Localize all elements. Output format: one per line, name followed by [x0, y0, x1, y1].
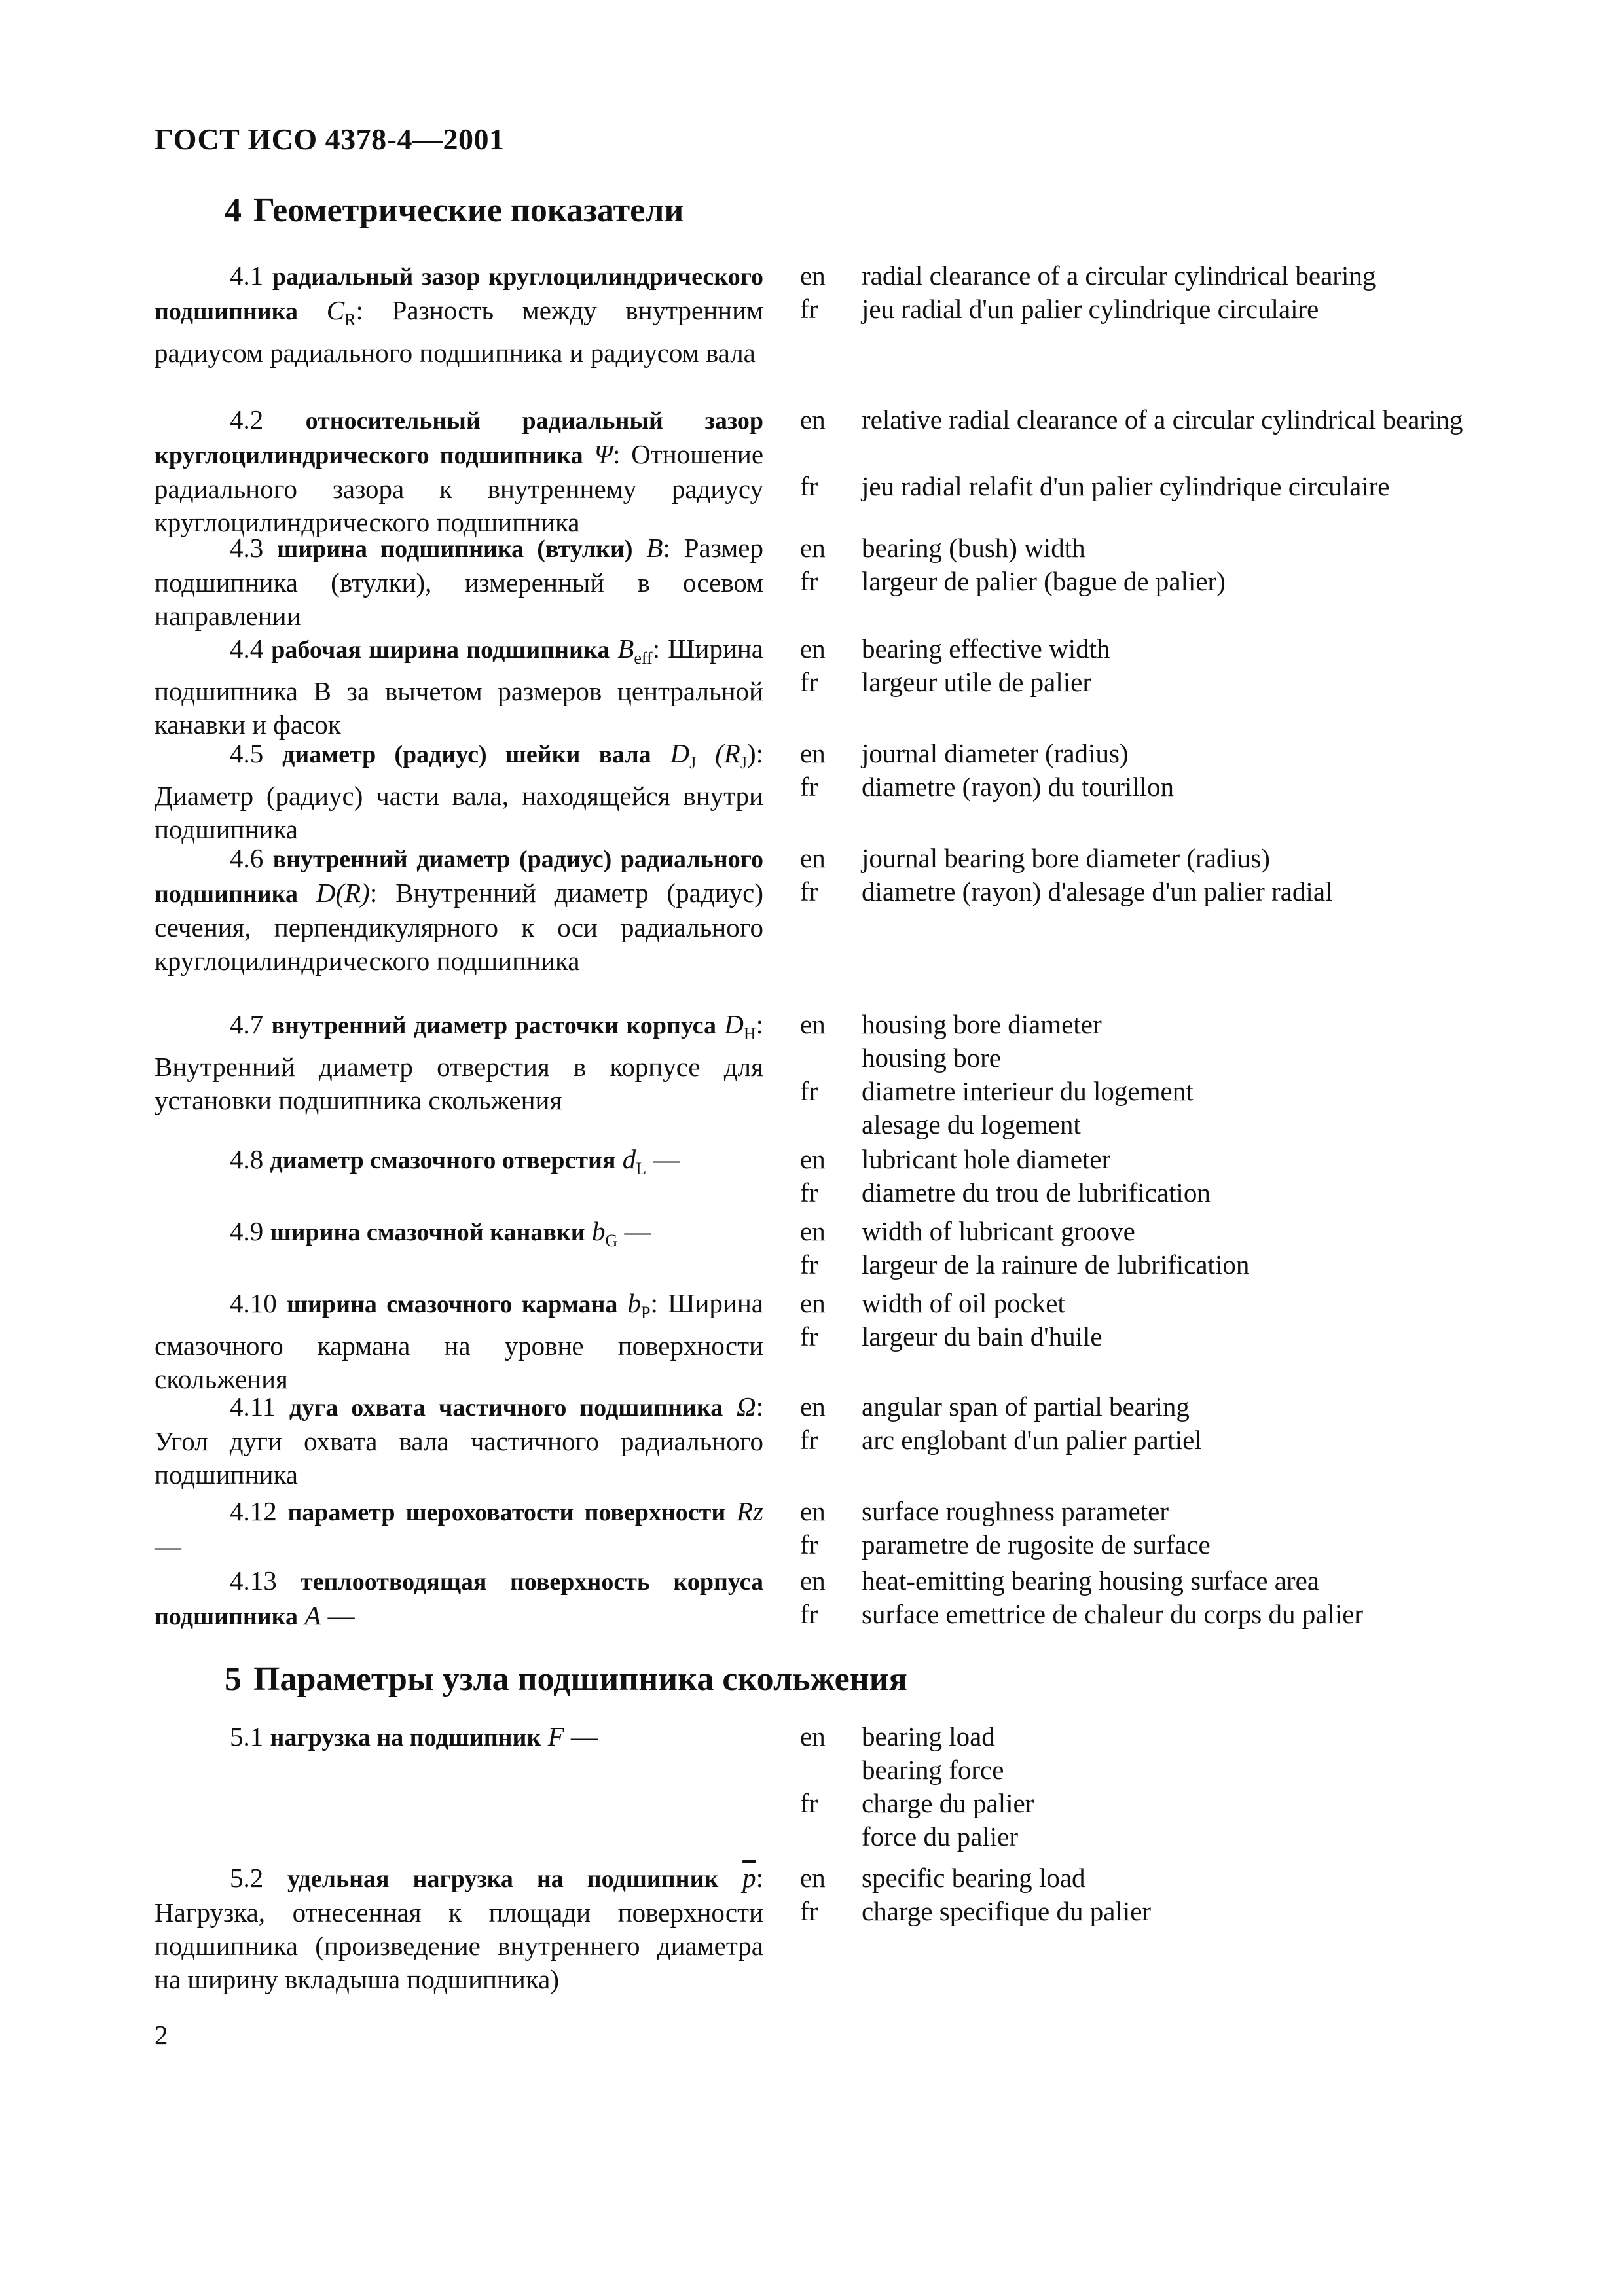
- term-symbol-subscript: R: [344, 310, 356, 330]
- term-name: удельная нагрузка на подшипник: [287, 1865, 719, 1893]
- russian-term-definition: [155, 1720, 763, 1755]
- language-code-fr: fr: [800, 294, 818, 324]
- language-code-fr: fr: [800, 1321, 818, 1352]
- term-name: рабочая ширина подшипника: [271, 636, 610, 664]
- language-code-fr: fr: [800, 1530, 818, 1560]
- equivalent-term-en: surface roughness parameter: [862, 1496, 1169, 1526]
- equivalent-term-en: width of lubricant groove: [862, 1216, 1135, 1246]
- term-number: 4.10: [230, 1288, 277, 1318]
- equivalent-term-fr: charge du palier: [862, 1788, 1034, 1818]
- language-code-en: en: [800, 1216, 826, 1246]
- russian-term-definition: [155, 403, 763, 539]
- term-symbol-subscript: G: [605, 1231, 618, 1251]
- russian-term-definition: [155, 1861, 763, 1996]
- term-name: дуга охвата частичного подшипника: [289, 1394, 723, 1422]
- equivalent-term-fr: diametre (rayon) du tourillon: [862, 772, 1175, 802]
- term-symbol-alt: (R: [715, 738, 740, 768]
- language-code-fr: fr: [800, 1599, 818, 1629]
- equivalent-term-en: relative radial clearance of a circular cylindrical bearing: [862, 404, 1463, 435]
- section-title: Параметры узла подшипника скольжения: [253, 1660, 907, 1698]
- term-name: внутренний диаметр (радиус) радиального подшипника: [155, 846, 764, 908]
- term-symbol: b: [591, 1216, 606, 1246]
- term-number: 4.3: [230, 533, 264, 563]
- term-separator: :: [756, 1391, 764, 1422]
- equivalent-term-fr: jeu radial relafit d'un palier cylindrique circulaire: [862, 471, 1390, 501]
- equivalent-term-fr: arc englobant d'un palier partiel: [862, 1425, 1202, 1455]
- language-code-fr: fr: [800, 772, 818, 802]
- equivalent-term-en: bearing load: [862, 1721, 995, 1751]
- term-symbol-subscript: L: [636, 1159, 647, 1179]
- term-name: внутренний диаметр расточки корпуса: [271, 1012, 717, 1039]
- term-number: 4.12: [230, 1496, 277, 1526]
- term-number: 4.9: [230, 1216, 264, 1246]
- term-separator: —: [155, 1531, 181, 1561]
- language-code-en: en: [800, 843, 826, 873]
- language-code-fr: fr: [800, 1896, 818, 1926]
- language-code-fr: fr: [800, 566, 818, 596]
- equivalent-term-fr: surface emettrice de chaleur du corps du palier: [862, 1599, 1364, 1629]
- term-number: 5.2: [230, 1863, 264, 1893]
- term-separator: :: [663, 533, 670, 563]
- equivalent-term-fr: diametre interieur du logement: [862, 1076, 1194, 1106]
- term-separator: —: [617, 1216, 651, 1246]
- term-number: 5.1: [230, 1721, 264, 1751]
- term-definition: Внутренний диаметр (радиус) сечения, перпендикулярного к оси радиального круглоцилиндрического подшипника: [155, 878, 763, 976]
- term-number: 4.5: [230, 738, 264, 768]
- language-code-en: en: [800, 1144, 826, 1174]
- equivalent-term-en: specific bearing load: [862, 1863, 1085, 1893]
- russian-term-definition: [155, 1215, 763, 1257]
- equivalent-term-fr: largeur utile de palier: [862, 667, 1092, 697]
- term-name: диаметр смазочного отверстия: [270, 1147, 616, 1174]
- language-code-fr: fr: [800, 1425, 818, 1455]
- language-code-en: en: [800, 634, 826, 664]
- term-symbol: A: [304, 1600, 321, 1630]
- language-code-en: en: [800, 738, 826, 768]
- equivalent-term-en: bearing force: [862, 1755, 1004, 1785]
- term-name: теплоотводящая поверхность корпуса подшипника: [155, 1568, 764, 1630]
- term-name: ширина смазочной канавки: [270, 1219, 585, 1246]
- term-definition: Разность между внутренним радиусом радиального подшипника и радиусом вала: [155, 295, 763, 368]
- term-separator: —: [564, 1721, 598, 1751]
- term-definition: Отношение радиального зазора к внутреннему радиусу круглоцилиндрического подшипника: [155, 439, 764, 537]
- language-code-en: en: [800, 1391, 826, 1422]
- term-name: нагрузка на подшипник: [270, 1724, 541, 1751]
- language-code-fr: fr: [800, 1177, 818, 1208]
- russian-term-definition: [155, 632, 763, 742]
- language-code-fr: fr: [800, 1249, 818, 1280]
- term-symbol-alt-subscript: J: [740, 753, 747, 773]
- russian-term-definition: [155, 1143, 763, 1185]
- section-number: 4: [225, 192, 242, 229]
- language-code-en: en: [800, 260, 826, 291]
- equivalent-term-fr: force du palier: [862, 1821, 1019, 1852]
- equivalent-term-en: journal bearing bore diameter (radius): [862, 843, 1270, 873]
- language-code-fr: fr: [800, 1076, 818, 1106]
- language-code-en: en: [800, 1863, 826, 1893]
- equivalent-term-fr: largeur du bain d'huile: [862, 1321, 1103, 1352]
- language-code-fr: fr: [800, 1788, 818, 1818]
- language-code-en: en: [800, 1288, 826, 1318]
- term-definition: Диаметр (радиус) части вала, находящейся внутри подшипника: [155, 781, 763, 845]
- language-code-fr: fr: [800, 667, 818, 697]
- language-code-en: en: [800, 1566, 826, 1596]
- russian-term-definition: [155, 1008, 763, 1117]
- equivalent-term-en: bearing effective width: [862, 634, 1110, 664]
- term-number: 4.2: [230, 404, 264, 435]
- russian-term-definition: [155, 1564, 763, 1634]
- equivalent-term-en: housing bore: [862, 1043, 1001, 1073]
- term-separator: :: [756, 1863, 764, 1893]
- term-definition: Угол дуги охвата вала частичного радиального подшипника: [155, 1426, 763, 1490]
- language-code-fr: fr: [800, 876, 818, 906]
- equivalent-term-fr: alesage du logement: [862, 1109, 1081, 1139]
- equivalent-term-en: housing bore diameter: [862, 1009, 1102, 1039]
- term-symbol: Ω: [736, 1391, 756, 1422]
- term-name: диаметр (радиус) шейки вала: [282, 741, 651, 768]
- equivalent-term-fr: jeu radial d'un palier cylindrique circulaire: [862, 294, 1319, 324]
- document-code-header: ГОСТ ИСО 4378-4—2001: [155, 122, 505, 156]
- term-separator: :: [613, 439, 621, 469]
- equivalent-term-en: lubricant hole diameter: [862, 1144, 1111, 1174]
- term-definition: Нагрузка, отнесенная к площади поверхности подшипника (произведение внутреннего диаметра на ширину вкладыша подшипника): [155, 1897, 763, 1994]
- language-code-en: en: [800, 1721, 826, 1751]
- term-separator: :: [369, 878, 378, 908]
- equivalent-term-en: bearing (bush) width: [862, 533, 1085, 563]
- russian-term-definition: [155, 1495, 763, 1563]
- equivalent-term-en: width of oil pocket: [862, 1288, 1065, 1318]
- term-number: 4.6: [230, 843, 264, 873]
- equivalent-term-fr: largeur de palier (bague de palier): [862, 566, 1226, 596]
- term-name: параметр шероховатости поверхности: [287, 1499, 726, 1526]
- term-number: 4.11: [230, 1391, 276, 1422]
- section-title: Геометрические показатели: [253, 192, 684, 229]
- term-symbol: $\overline{p}$: [742, 1863, 756, 1893]
- russian-term-definition: [155, 259, 763, 370]
- term-number: 4.8: [230, 1144, 264, 1174]
- term-definition: Внутренний диаметр отверстия в корпусе для установки подшипника скольжения: [155, 1052, 763, 1116]
- language-code-en: en: [800, 1496, 826, 1526]
- equivalent-term-en: heat-emitting bearing housing surface area: [862, 1566, 1319, 1596]
- equivalent-term-fr: parametre de rugosite de surface: [862, 1530, 1211, 1560]
- equivalent-term-fr: largeur de la rainure de lubrification: [862, 1249, 1250, 1280]
- russian-term-definition: [155, 842, 763, 978]
- language-code-en: en: [800, 404, 826, 435]
- term-definition: Ширина подшипника B за вычетом размеров центральной канавки и фасок: [155, 634, 764, 740]
- term-symbol: D(R): [316, 878, 370, 908]
- term-symbol: b: [627, 1288, 642, 1318]
- term-symbol: d: [622, 1144, 636, 1174]
- term-separator: :: [652, 634, 661, 664]
- term-symbol-subscript: P: [641, 1303, 651, 1323]
- term-symbol-subscript: H: [743, 1024, 756, 1044]
- page-number: 2: [155, 2020, 168, 2050]
- term-name: ширина смазочного кармана: [286, 1291, 618, 1318]
- russian-term-definition: [155, 737, 763, 846]
- equivalent-term-fr: charge specifique du palier: [862, 1896, 1152, 1926]
- term-name: относительный радиальный зазор круглоцилиндрического подшипника: [155, 407, 763, 469]
- equivalent-term-fr: diametre du trou de lubrification: [862, 1177, 1211, 1208]
- term-symbol: B: [646, 533, 663, 563]
- russian-term-definition: [155, 1287, 763, 1396]
- section-heading-4: [225, 191, 684, 230]
- term-separator: :: [650, 1288, 658, 1318]
- equivalent-term-en: radial clearance of a circular cylindrical bearing: [862, 260, 1376, 291]
- term-number: 4.7: [230, 1009, 264, 1039]
- language-code-fr: fr: [800, 471, 818, 501]
- term-symbol-subscript: eff: [634, 649, 653, 668]
- term-number: 4.4: [230, 634, 264, 664]
- term-symbol-subscript: J: [689, 753, 697, 773]
- term-name: ширина подшипника (втулки): [277, 535, 633, 563]
- term-definition: Размер подшипника (втулки), измеренный в осевом направлении: [155, 533, 764, 631]
- term-symbol: F: [547, 1721, 564, 1751]
- term-separator: :: [756, 1009, 764, 1039]
- term-symbol: D: [724, 1009, 744, 1039]
- language-code-en: en: [800, 1009, 826, 1039]
- term-symbol: Ψ: [594, 439, 613, 469]
- equivalent-term-en: angular span of partial bearing: [862, 1391, 1190, 1422]
- term-name: радиальный зазор круглоцилиндрического подшипника: [155, 263, 763, 325]
- term-number: 4.1: [230, 260, 264, 291]
- term-symbol: C: [326, 295, 345, 325]
- equivalent-term-en: journal diameter (radius): [862, 738, 1129, 768]
- russian-term-definition: [155, 531, 763, 633]
- term-separator: ):: [746, 738, 764, 768]
- term-separator: :: [356, 295, 363, 325]
- section-heading-5: [225, 1660, 907, 1698]
- term-symbol: D: [670, 738, 690, 768]
- language-code-en: en: [800, 533, 826, 563]
- equivalent-term-fr: diametre (rayon) d'alesage d'un palier radial: [862, 876, 1333, 906]
- russian-term-definition: [155, 1390, 763, 1492]
- term-separator: —: [321, 1600, 355, 1630]
- term-number: 4.13: [230, 1566, 277, 1596]
- term-symbol: Rz: [737, 1496, 764, 1526]
- section-number: 5: [225, 1660, 242, 1698]
- term-separator: —: [646, 1144, 680, 1174]
- term-symbol: B: [617, 634, 634, 664]
- term-definition: Ширина смазочного кармана на уровне поверхности скольжения: [155, 1288, 764, 1395]
